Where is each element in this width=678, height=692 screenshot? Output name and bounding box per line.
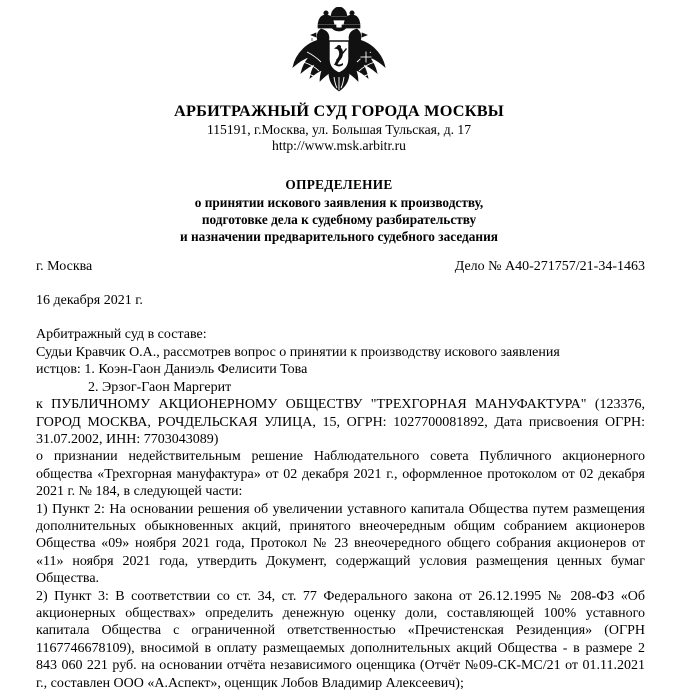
court-address: 115191, г.Москва, ул. Большая Тульская, д. 17 <box>206 122 472 138</box>
claim-item-1-paragraph: 1) Пункт 2: На основании решения об увеличении уставного капитала Общества путем размещения дополнительных обыкновенных акций, принятого внеочередным общим собранием акционеров Общества «09» ноября 2021 года, Протокол № 23 внеочередного общего собрания акционеров от «11» ноября 2021 года, утвердить Документ, содержащий условия размещения ценных бумаг Общества. <box>36 501 645 587</box>
city-and-case-row <box>36 258 645 275</box>
court-name: АРБИТРАЖНЫЙ СУД ГОРОДА МОСКВЫ <box>174 101 504 120</box>
decree-subtitle-line-1: о принятии искового заявления к производству, <box>194 194 484 210</box>
judge-line: Судьи Кравчик О.А., рассмотрев вопрос о принятии к производству искового заявления <box>36 344 560 360</box>
court-composition-line: Арбитражный суд в составе: <box>36 327 207 343</box>
russian-coat-of-arms-icon <box>287 7 391 101</box>
defendant-paragraph: к ПУБЛИЧНОМУ АКЦИОНЕРНОМУ ОБЩЕСТВУ "ТРЕХГОРНАЯ МАНУФАКТУРА" (123376, ГОРОД МОСКВА, РОЧДЕЛЬСКАЯ УЛИЦА, 15, ОГРН: 1027700081892, Дата присвоения ОГРН: 31.07.2002, ИНН: 7703043089) <box>36 397 645 447</box>
decree-title-block <box>0 176 678 245</box>
coat-of-arms-container <box>0 0 678 101</box>
claim-subject-paragraph: о признании недействительным решение Наблюдательного совета Публичного акционерного общества «Трехгорная мануфактура» от 02 декабря 2021 г., оформленное протоколом от 02 декабря 2021 г. № 184, в следующей части: <box>36 449 645 500</box>
plaintiff-1-line: истцов: 1. Коэн-Гаон Даниэль Фелисити Това <box>36 362 308 378</box>
document-body <box>0 326 678 692</box>
decree-subtitle-line-2: подготовке дела к судебному разбирательству <box>201 212 477 228</box>
decree-subtitle-line-3: и назначении предварительного судебного заседания <box>180 229 498 245</box>
decree-title: ОПРЕДЕЛЕНИЕ <box>285 177 393 193</box>
claim-item-2-paragraph: 2) Пункт 3: В соответствии со ст. 34, ст. 77 Федерального закона от 26.12.1995 № 208-ФЗ «Об акционерных обществах» определить денежную оценку доли, составляющей 100% уставного капитала Общества с ограниченной ответственностью «Пречистенская Резиденция» (ОГРН 1167746678109), вносимой в оплату размещаемых дополнительных акций Общества - в размере 2 843 060 221 руб. на основании отчёта независимого оценщика (Отчёт №09-СК-МС/21 от 01.11.2021 г., составлен ООО «А.Аспект», оценщик Лобов Владимир Алексеевич); <box>36 588 645 691</box>
court-website-url: http://www.msk.arbitr.ru <box>272 137 406 153</box>
document-meta <box>0 258 678 310</box>
document-date: 16 декабря 2021 г. <box>36 293 143 309</box>
city-label: г. Москва <box>36 258 93 274</box>
court-header <box>0 101 678 152</box>
case-number: Дело № А40-271757/21-34-1463 <box>454 258 645 274</box>
plaintiff-2-line: 2. Эрзог-Гаон Маргерит <box>88 379 232 395</box>
